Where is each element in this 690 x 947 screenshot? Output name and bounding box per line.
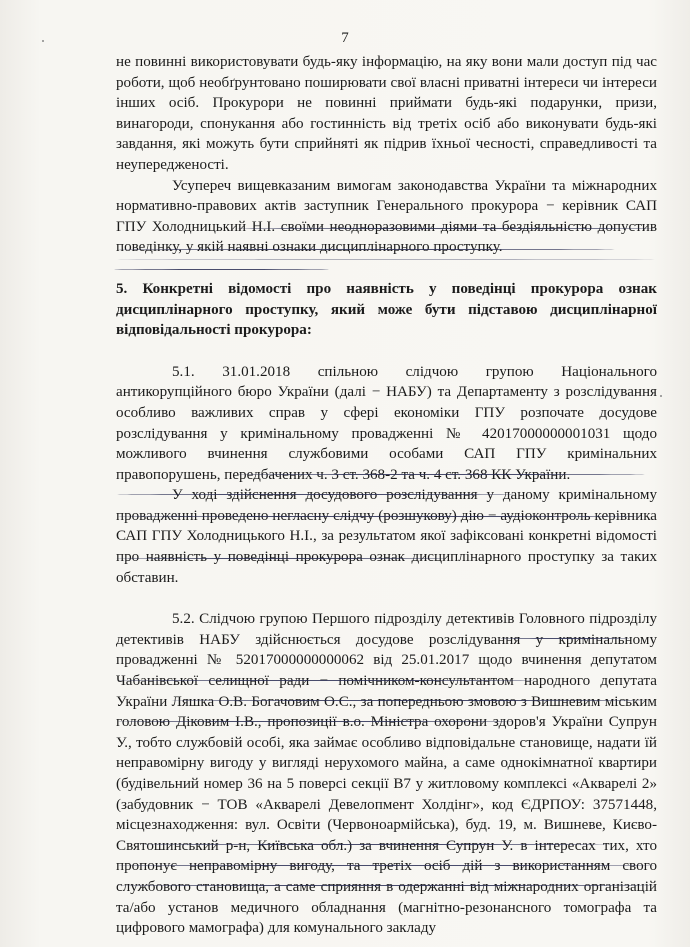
paragraph-continuation: не повинні використовувати будь-яку інформацію, на яку вони мали доступ під час роботи, щоб необґрунтовано поширювати свої власні приватні інтереси чи інтереси інших осіб. Прокурори не повинні приймати будь-які подарунки, призи, винагороди, спонукання або гостинність від третіх осіб або виконувати будь-які завдання, які можуть бути сприйняті як підрив їхньої чесності, справедливості та неупередженості.	[116, 54, 657, 173]
page-speck	[42, 40, 44, 42]
document-body	[116, 52, 657, 939]
paragraph-5-2: 5.2. Слідчою групою Першого підрозділу детективів Головного підрозділу детективів НАБУ здійснюється досудове розслідування у кримінальному провадженні № 52017000000000062 від 25.01.2017 щодо вчинення депутатом Чабанівської селищної ради − помічником-консультантом народного депутата України Ляшка О.В. Богачовим О.С., за попередньою змовою з Вишневим міським головою Діковим І.В., пропозиції в.о. Міністра охорони здоров'я України Супрун У., тобто службовій особі, яка займає особливо відповідальне становище, надати їй неправомірну вигоду у вигляді нерухомого майна, а саме однокімнатної квартири (будівельний номер 36 на 5 поверсі секції В7 у житловому комплексі «Акварелі 2» (забудовник − ТОВ «Акварелі Девелопмент Холдінг», код ЄДРПОУ: 37571448, місцезнаходження: вул. Освіти (Червоноармійська), буд. 19, м. Вишневе, Києво-Святошинський р-н, Київська обл.) за вчинення Супрун У. в інтересах тих, хто пропонує неправомірну вигоду, та третіх осіб дій з використанням свого службового становища, а саме сприяння в одержанні від міжнародних організацій та/або установ медичного обладнання (магнітно-резонансного томографа та цифрового мамографа) для комунального закладу	[116, 611, 657, 937]
page-number: 7	[341, 30, 349, 46]
section-5-heading: 5. Конкретні відомості про наявність у поведінці прокурора ознак дисциплінарного проступку, який може бути підставою дисциплінарної відповідальності прокурора:	[116, 280, 657, 339]
page-speck	[660, 395, 662, 397]
paragraph-5-1-investigation: У ході здійснення досудового розслідування у даному кримінальному провадженні проведено негласну слідчу (розшукову) дію − аудіоконтроль керівника САП ГПУ Холодницького Н.І., за результатом якої зафіксовані конкретні відомості про наявність у поведінці прокурора ознак дисциплінарного проступку за таких обставин.	[116, 487, 657, 586]
paragraph-5-1: 5.1. 31.01.2018 спільною слідчою групою Національного антикорупційного бюро України (далі − НАБУ) та Департаменту з розслідування особливо важливих справ у сфері економіки ГПУ розпочате досудове розслідування у кримінальному провадженні № 42017000000001031 щодо можливого вчинення службовими особами САП ГПУ кримінальних правопорушень, передбачених ч. 3 ст. 368-2 та ч. 4 ст. 368 КК України.	[116, 363, 657, 483]
paragraph-violation-summary: Усупереч вищевказаним вимогам законодавства України та міжнародних нормативно-правових актів заступник Генерального прокурора − керівник САП ГПУ Холодницький Н.І. своїми неодноразовими діями та бездіяльністю допустив поведінку, у якій наявні ознаки дисциплінарного проступку.	[116, 177, 657, 256]
